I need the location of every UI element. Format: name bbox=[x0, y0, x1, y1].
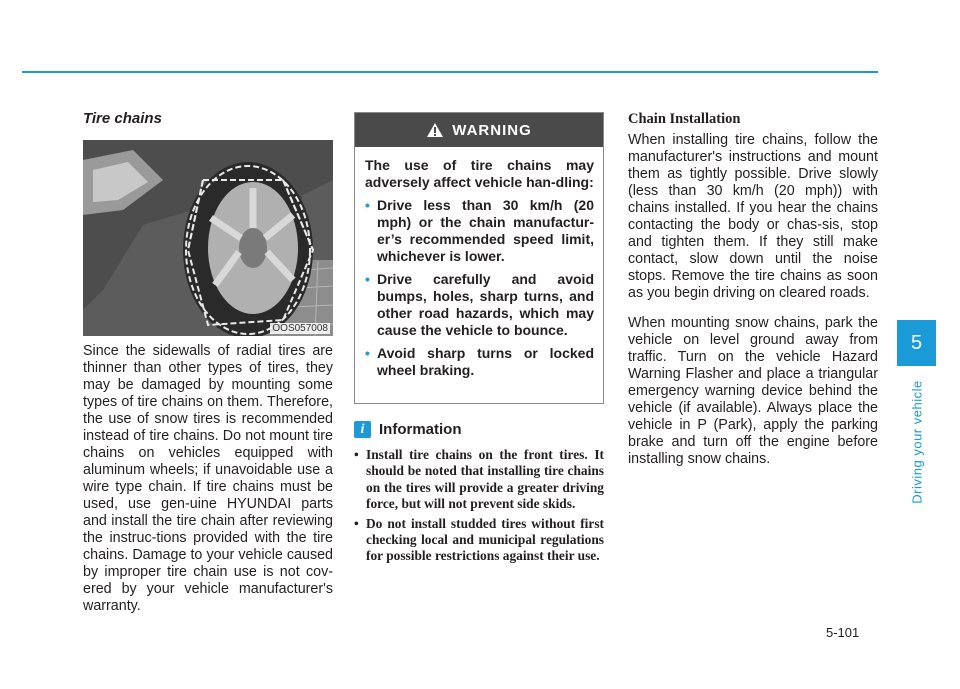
warning-triangle-icon bbox=[426, 122, 444, 138]
information-item: • Do not install studded tires without first checking local and municipal regulations for possible restrictions against their use. bbox=[354, 515, 604, 564]
information-title: Information bbox=[379, 421, 462, 438]
warning-item: • Drive less than 30 km/h (20 mph) or the chain manufactur-er’s recommended speed limit, whichever is lower. bbox=[365, 197, 594, 264]
bullet-icon: • bbox=[365, 197, 370, 213]
bullet-icon: • bbox=[365, 345, 370, 361]
page-number: 5-101 bbox=[826, 625, 860, 640]
warning-intro: The use of tire chains may adversely affect vehicle han-dling: bbox=[365, 157, 594, 190]
image-caption: OOS057008 bbox=[272, 323, 328, 334]
chapter-tab: 5 bbox=[897, 320, 936, 366]
chain-installation-title: Chain Installation bbox=[628, 111, 741, 127]
tire-chains-paragraph: Since the sidewalls of radial tires are thinner than other types of tires, they may be damaged by mounting some types of tire chains on them. Therefore, the use of snow tires is recommended instead of tire chains. Do not mount tire chains on vehicles equipped with aluminum wheels; if unavoidable use a wire type chain. If tire chains must be used, use gen-uine HYUNDAI parts and install the tire chain after reviewing the instruc-tions provided with the tire chains. Damage to your vehicle caused by improper tire chain use is not cov-ered by your vehicle manufacturer's warranty. bbox=[83, 343, 333, 614]
chain-installation-paragraph-1: When installing tire chains, follow the manufacturer's instructions and mount them as tightly possible. Drive slowly (less than 30 km/h (20 mph)) with chains installed. If you hear the chains contacting the body or chas-sis, stop and tighten them. If they still make contact, slow down until the noise stops. Remove the tire chains as soon as you begin driving on cleared roads. bbox=[628, 132, 878, 301]
bullet-icon: • bbox=[354, 515, 359, 531]
warning-list bbox=[355, 197, 603, 379]
warning-title: WARNING bbox=[452, 121, 532, 139]
warning-box bbox=[354, 112, 604, 404]
chapter-label: Driving your vehicle bbox=[909, 380, 924, 504]
warning-header bbox=[355, 113, 603, 147]
section-title-tire-chains: Tire chains bbox=[83, 110, 162, 127]
information-item: • Install tire chains on the front tires. It should be noted that installing tire chains on the tires will provide a greater driving force, but will not prevent side skids. bbox=[354, 447, 604, 512]
top-rule bbox=[22, 71, 878, 73]
tire-chain-photo bbox=[83, 140, 333, 336]
information-heading bbox=[354, 421, 462, 438]
info-icon: i bbox=[354, 421, 371, 438]
warning-item: • Avoid sharp turns or locked wheel braking. bbox=[365, 345, 594, 378]
information-list bbox=[354, 447, 604, 568]
chain-installation-paragraph-2: When mounting snow chains, park the vehicle on level ground away from traffic. Turn on the vehicle Hazard Warning Flasher and place a triangular emergency warning device behind the vehicle (if available). Always place the vehicle in P (Park), apply the parking brake and turn off the engine before installing snow chains. bbox=[628, 315, 878, 467]
warning-item: • Drive carefully and avoid bumps, holes, sharp turns, and other road hazards, which may cause the vehicle to bounce. bbox=[365, 271, 594, 338]
bullet-icon: • bbox=[365, 271, 370, 287]
bullet-icon: • bbox=[354, 447, 359, 462]
